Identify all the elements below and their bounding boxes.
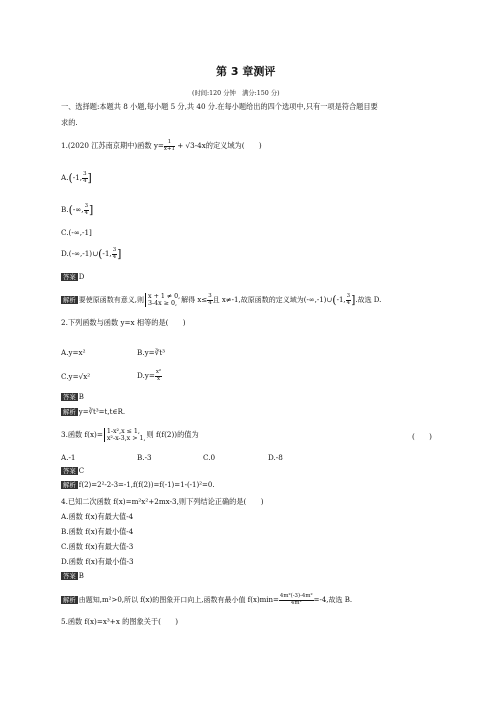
frac-num: 3 xyxy=(346,292,351,299)
section-heading-line2: 求的. xyxy=(61,118,78,127)
q2-analysis xyxy=(61,408,125,417)
q1-sys-line2: 3-4x ≥ 0, xyxy=(148,300,177,307)
q3-paren: ( ) xyxy=(412,432,432,441)
q4-analysis-b: =-4,故选 B. xyxy=(313,596,353,605)
q1-opt-a-body: -1, xyxy=(72,173,83,183)
frac-den: 4 xyxy=(83,177,87,184)
q4-analysis-frac xyxy=(279,594,314,606)
answer-tag: 答案 xyxy=(63,572,76,580)
q1-option-a: A.(-1, $\frac{3}{4}$ ] xyxy=(61,171,92,185)
q1-option-d: D.(-∞,-1)∪(-1, $\frac{3}{4}$ ] xyxy=(61,247,122,261)
q1-analysis-b: 解得 x≤ xyxy=(181,296,208,304)
frac-den: 4 xyxy=(346,299,351,306)
q3-option-c: C.0 xyxy=(203,453,216,462)
q2-option-a: A.y=x² xyxy=(61,348,86,357)
q4-option-c: C.函数 f(x)有最大值-3 xyxy=(61,542,134,551)
q3-option-b: B.-3 xyxy=(137,453,152,462)
q1-sys-line1: x + 1 ≠ 0, xyxy=(148,293,181,300)
frac-num: 4m²(-3)-4m² xyxy=(279,593,313,599)
page-title: 第 3 章测评 xyxy=(216,65,276,78)
q3-analysis-text: f(2)=2²-2-3=-1,f(f(2))=f(-1)=1-(-1)²=0. xyxy=(78,481,215,489)
q3-stem-b: 则 f(f(2))的值为 xyxy=(146,430,199,439)
q2-option-b: B.y=∛t³ xyxy=(137,348,165,357)
frac-den: 4 xyxy=(208,299,212,306)
q3-stem xyxy=(61,428,199,442)
q1-frac-num: 1 xyxy=(164,140,175,147)
q3-piecewise xyxy=(104,428,146,442)
q1-plus: + xyxy=(177,141,184,151)
q2-stem: 2.下列函数与函数 y=x 相等的是( ) xyxy=(61,318,186,327)
q2-answer-value: B xyxy=(78,393,84,401)
answer-tag: 答案 xyxy=(63,393,76,401)
section-heading-line1: 一、选择题:本题共 8 小题,每小题 5 分,共 40 分.在每小题给出的四个选项中,只有一项是符合题目要 xyxy=(61,102,378,111)
q2-opt-d-frac xyxy=(155,370,162,382)
q3-piece1: 1-x²,x ≤ 1, xyxy=(106,428,140,435)
analysis-tag: 解析 xyxy=(63,296,76,304)
frac-num: 3 xyxy=(208,292,212,299)
frac-den: 4 xyxy=(84,209,89,216)
q3-option-d: D.-8 xyxy=(268,453,283,462)
frac-den: 4m² xyxy=(290,599,302,606)
q1-fraction xyxy=(164,140,175,152)
q1-opt-b-label: B. xyxy=(61,205,69,215)
q1-opt-a-label: A. xyxy=(61,173,69,183)
frac-den: x xyxy=(156,375,160,382)
q1-opt-d-label: D.(-∞,-1)∪ xyxy=(61,249,99,259)
frac-den: 4 xyxy=(112,253,117,260)
q4-analysis xyxy=(61,594,352,606)
q5-stem: 5.函数 f(x)=x³+x 的图象关于( ) xyxy=(61,617,179,626)
q1-analysis-d: -1, xyxy=(336,296,346,304)
q4-option-d: D.函数 f(x)有最小值-3 xyxy=(61,557,134,566)
q3-piece2: x²-x-3,x > 1, xyxy=(106,435,146,442)
answer-tag: 答案 xyxy=(63,273,76,281)
q3-answer-value: C xyxy=(78,467,85,475)
q3-answer xyxy=(61,467,84,476)
q1-sqrt: √3-4x xyxy=(185,141,206,151)
q2-opt-d-label: D.y= xyxy=(137,371,155,381)
frac-num: 3 xyxy=(84,203,89,209)
q2-analysis-text: y=∛t³=t,t∈R. xyxy=(78,408,126,416)
analysis-tag: 解析 xyxy=(63,596,76,605)
frac-num: 3 xyxy=(112,247,117,253)
q1-option-b: B.(-∞, $\frac{3}{4}$ ] xyxy=(61,203,94,217)
q1-stem-tail: 的定义域为( ) xyxy=(205,141,262,151)
q1-answer xyxy=(61,273,84,282)
q1-analysis: 解析 要使原函数有意义,则 x + 1 ≠ 0, 3-4x ≥ 0, 解得 x≤ $\frac{3}{4}$ 且 x≠-1,故原函数的定义域为(-∞,-1)∪(-1, $\frac{3}{4}$ ].故选 D. xyxy=(63,292,382,307)
frac-num: 3 xyxy=(83,171,87,177)
answer-tag: 答案 xyxy=(63,467,76,475)
q4-stem: 4.已知二次函数 f(x)=m²x²+2mx-3,则下列结论正确的是( ) xyxy=(61,497,264,506)
q4-option-b: B.函数 f(x)有最小值-4 xyxy=(61,527,134,536)
analysis-tag: 解析 xyxy=(63,481,76,489)
q1-frac-den: x+1 xyxy=(163,145,175,152)
q3-option-a: A.-1 xyxy=(61,453,76,462)
q2-option-d xyxy=(137,370,162,382)
q4-option-a: A.函数 f(x)有最大值-4 xyxy=(61,512,134,521)
page-subtitle: (时间:120 分钟 满分:150 分) xyxy=(192,90,280,97)
q4-answer-value: B xyxy=(78,572,84,580)
q3-stem-a: 3.函数 f(x)= xyxy=(61,430,103,439)
q1-opt-b-body: -∞, xyxy=(72,205,84,215)
q2-answer xyxy=(61,393,84,402)
q2-option-c: C.y=√x² xyxy=(61,372,91,381)
q1-analysis-c: 且 x≠-1,故原函数的定义域为(-∞,-1)∪ xyxy=(212,296,333,304)
q4-answer xyxy=(61,572,84,581)
q1-stem-text: 1.(2020 江苏南京期中)函数 y= xyxy=(61,141,164,151)
q1-analysis-a: 要使原函数有意义,则 xyxy=(78,296,145,304)
q1-analysis-e: .故选 D. xyxy=(355,296,382,304)
analysis-tag: 解析 xyxy=(63,408,76,416)
q1-opt-d-body: -1, xyxy=(102,249,112,259)
q1-stem xyxy=(61,140,262,152)
frac-num: x² xyxy=(155,369,162,375)
q1-option-c: C.(-∞,-1] xyxy=(61,228,92,237)
q1-system xyxy=(145,293,180,307)
q3-analysis xyxy=(61,481,215,490)
q1-answer-value: D xyxy=(78,273,85,281)
q4-analysis-a: 由题知,m²>0,所以 f(x)的图象开口向上,函数有最小值 f(x)min= xyxy=(78,596,279,605)
